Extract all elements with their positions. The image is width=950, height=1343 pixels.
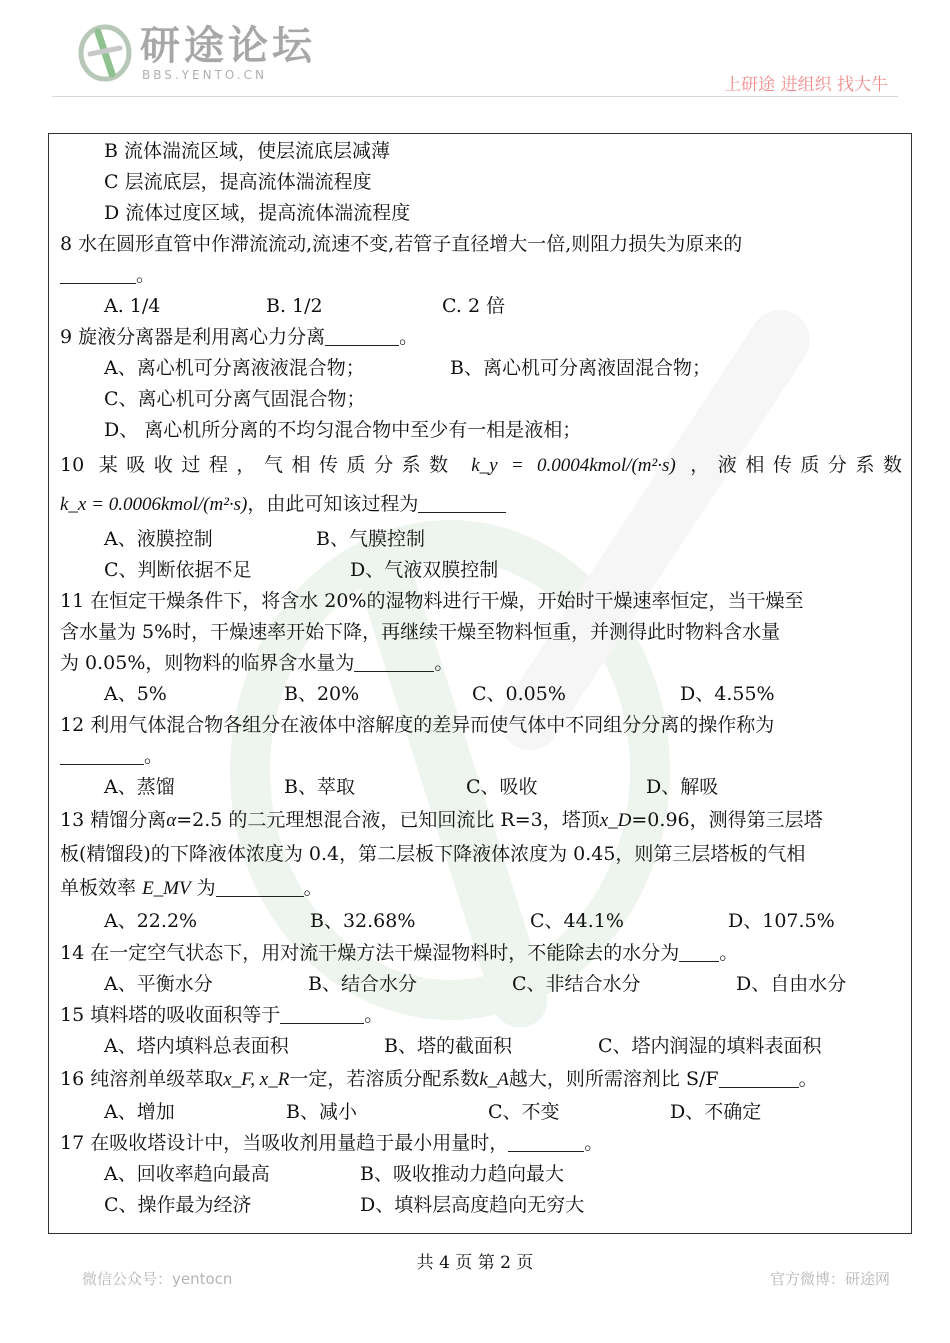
question-8: 8 水在圆形直管中作滞流流动,流速不变,若管子直径增大一倍,则阻力损失为原来的 — [60, 233, 743, 255]
page-number: 共 4 页 第 2 页 — [416, 1253, 534, 1273]
option-b: B、32.68% — [310, 910, 416, 932]
question-15-options — [60, 1031, 902, 1062]
question-10-text: 10 某吸收过程，气相传质分系数 — [60, 454, 457, 476]
ky-formula: k_y = 0.0004kmol/(m²·s) — [471, 455, 676, 476]
exam-content — [60, 136, 902, 1221]
question-8-options — [60, 291, 902, 322]
question-13-text-2: =2.5 的二元理想混合液，已知回流比 R=3，塔顶 — [176, 809, 600, 831]
question-13-line-2: 板(精馏段)的下降液体浓度为 0.4，第二层板下降液体浓度为 0.45，则第三层塔板的气相 — [60, 843, 806, 865]
option-a: A、5% — [104, 683, 167, 705]
question-13-text: 13 精馏分离 — [60, 809, 167, 831]
question-17 — [60, 1128, 902, 1159]
option-line: C 层流底层，提高流体湍流程度 — [104, 171, 372, 193]
answer-blank — [60, 263, 136, 284]
question-17-text: 17 在吸收塔设计中，当吸收剂用量趋于最小用量时， — [60, 1132, 509, 1154]
option-b: B、离心机可分离液固混合物； — [450, 357, 711, 379]
answer-blank — [418, 492, 506, 513]
option-line: B 流体湍流区域，使层流底层减薄 — [104, 140, 391, 162]
question-13-end: 。 — [303, 877, 323, 899]
question-17-options-cd — [60, 1190, 902, 1221]
option-b: B、塔的截面积 — [384, 1035, 512, 1057]
question-13-options — [60, 905, 902, 938]
option-b: B、减小 — [286, 1101, 357, 1123]
option-d: D、气液双膜控制 — [350, 559, 499, 581]
answer-blank — [216, 876, 304, 897]
option-b: B、20% — [284, 683, 360, 705]
question-11-line-3 — [60, 648, 902, 679]
option-line: D 流体过度区域，提高流体湍流程度 — [104, 202, 411, 224]
option-c: C、不变 — [488, 1101, 560, 1123]
question-10 — [60, 446, 902, 484]
question-12-options — [60, 772, 902, 803]
option-a: A、回收率趋向最高 — [104, 1163, 270, 1185]
emv-symbol: E_MV — [142, 878, 191, 899]
logo-text: 研途论坛 — [140, 23, 316, 69]
answer-blank — [60, 744, 144, 765]
option-a: A、蒸馏 — [104, 776, 175, 798]
question-10-options-cd — [60, 555, 902, 586]
question-15-text: 15 填料塔的吸收面积等于 — [60, 1004, 281, 1026]
question-11-end: 。 — [434, 652, 454, 674]
option-c: C、操作最为经济 — [104, 1194, 252, 1216]
option-d: D、 离心机所分离的不均匀混合物中至少有一相是液相； — [104, 419, 582, 441]
option-d: D、107.5% — [728, 910, 835, 932]
kx-formula: k_x = 0.0006kmol/(m²·s) — [60, 494, 248, 515]
option-c: C、0.05% — [472, 683, 566, 705]
option-a: A、塔内填料总表面积 — [104, 1035, 289, 1057]
option-b: B. 1/2 — [266, 295, 323, 317]
question-10-text-2: ，液相传质分系数 — [690, 454, 902, 476]
question-11-options — [60, 679, 902, 710]
option-d: D、解吸 — [646, 776, 719, 798]
question-13-text-3: =0.96，测得第三层塔 — [631, 809, 823, 831]
question-15-end: 。 — [364, 1004, 384, 1026]
question-10-cont — [60, 484, 902, 524]
header-divider — [52, 96, 898, 97]
option-a: A、增加 — [104, 1101, 175, 1123]
question-12-blank-line — [60, 741, 902, 772]
question-16-text: 16 纯溶剂单级萃取 — [60, 1068, 224, 1090]
wechat-footer: 微信公众号：yentocn — [82, 1270, 233, 1288]
question-14-end: 。 — [719, 942, 739, 964]
option-d: D、填料层高度趋向无穷大 — [360, 1194, 585, 1216]
option-d: D、不确定 — [670, 1101, 762, 1123]
logo-subtitle: BBS.YENTO.CN — [142, 68, 268, 82]
question-14-text: 14 在一定空气状态下，用对流干燥方法干燥湿物料时，不能除去的水分为 — [60, 942, 680, 964]
answer-blank — [280, 1003, 364, 1024]
question-16-options — [60, 1097, 902, 1128]
option-b: B、吸收推动力趋向最大 — [360, 1163, 564, 1185]
option-c: C、塔内润湿的填料表面积 — [598, 1035, 822, 1057]
header-slogan: 上研途 进组织 找大牛 — [724, 75, 888, 95]
option-c: C、44.1% — [530, 910, 624, 932]
xd-symbol: x_D — [599, 810, 632, 831]
option-a: A、液膜控制 — [104, 528, 213, 550]
question-11-line-1: 11 在恒定干燥条件下，将含水 20%的湿物料进行干燥，开始时干燥速率恒定，当干燥至 — [60, 590, 804, 612]
question-14 — [60, 938, 902, 969]
answer-blank — [354, 651, 434, 672]
question-11-line-2: 含水量为 5%时，干燥速率开始下降，再继续干燥至物料恒重，并测得此时物料含水量 — [60, 621, 781, 643]
answer-blank — [325, 325, 399, 346]
option-b: B、结合水分 — [308, 973, 417, 995]
question-16-end: 。 — [798, 1068, 818, 1090]
question-13-text-5: 为 — [196, 877, 216, 899]
question-8-blank-line — [60, 260, 902, 291]
option-c: C、非结合水分 — [512, 973, 641, 995]
question-9 — [60, 322, 902, 353]
option-a: A、22.2% — [104, 910, 198, 932]
question-12: 12 利用气体混合物各组分在液体中溶解度的差异而使气体中不同组分分离的操作称为 — [60, 714, 775, 736]
option-c: C、判断依据不足 — [104, 559, 252, 581]
option-c: C. 2 倍 — [442, 295, 506, 317]
question-13-text-4: 单板效率 — [60, 877, 137, 899]
question-11-text: 为 0.05%，则物料的临界含水量为 — [60, 652, 355, 674]
question-12-end: 。 — [144, 745, 164, 767]
question-17-options-ab — [60, 1159, 902, 1190]
option-a: A、平衡水分 — [104, 973, 213, 995]
question-13-line-3 — [60, 871, 902, 905]
alpha-symbol: α — [166, 810, 177, 831]
question-10-text-3: ，由此可知该过程为 — [247, 493, 419, 515]
option-a: A. 1/4 — [104, 295, 161, 317]
xf-xr-symbol: x_F, x_R — [223, 1069, 290, 1090]
option-c: C、吸收 — [466, 776, 538, 798]
question-15 — [60, 1000, 902, 1031]
weibo-footer: 官方微博：研途网 — [769, 1270, 890, 1288]
question-10-options-ab — [60, 524, 902, 555]
question-16-text-2: 一定，若溶质分配系数 — [289, 1068, 480, 1090]
option-b: B、气膜控制 — [316, 528, 425, 550]
answer-blank — [719, 1067, 799, 1088]
question-8-end: 。 — [136, 264, 156, 286]
option-d: D、4.55% — [680, 683, 775, 705]
answer-blank — [508, 1131, 584, 1152]
question-9-options-ab — [60, 353, 902, 384]
question-13-line-1 — [60, 803, 902, 837]
option-d: D、自由水分 — [736, 973, 847, 995]
question-14-options — [60, 969, 902, 1000]
question-17-end: 。 — [584, 1132, 604, 1154]
answer-blank — [679, 941, 719, 962]
option-c: C、离心机可分离气固混合物； — [104, 388, 366, 410]
yento-logo-icon — [78, 24, 132, 82]
option-a: A、离心机可分离液液混合物； — [104, 357, 365, 379]
question-9-end: 。 — [399, 326, 419, 348]
question-16-text-3: 越大，则所需溶剂比 S/F — [508, 1068, 719, 1090]
question-9-text: 9 旋液分离器是利用离心力分离 — [60, 326, 326, 348]
page-header — [0, 0, 950, 100]
question-16 — [60, 1062, 902, 1097]
ka-symbol: k_A — [479, 1069, 509, 1090]
option-b: B、萃取 — [284, 776, 355, 798]
